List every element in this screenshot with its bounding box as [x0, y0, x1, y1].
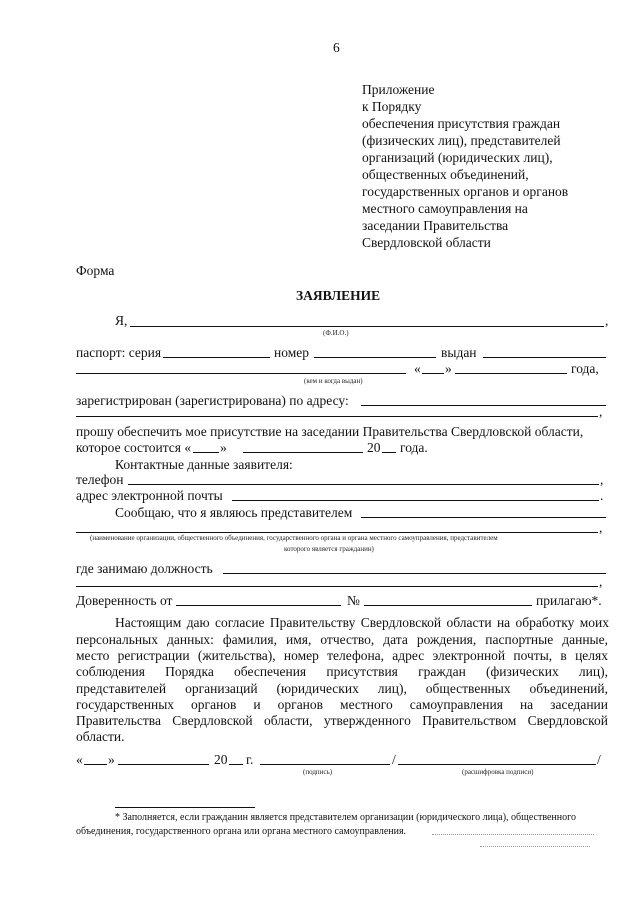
signature-slash: /: [392, 752, 396, 767]
signature-date-close-quote: »: [108, 752, 115, 767]
issue-date-open-quote: «: [414, 361, 421, 376]
consent-line: персональных данных: фамилия, имя, отчество, дата рождения, паспортные данные,: [76, 632, 608, 647]
page-number: 6: [333, 40, 340, 55]
issue-date-close-quote: »: [445, 361, 452, 376]
organization-field-2[interactable]: [76, 532, 598, 533]
signature-decode-field[interactable]: [398, 764, 596, 765]
meeting-year-suffix: года.: [400, 440, 428, 455]
meeting-date-prefix: которое состоится «: [76, 440, 192, 455]
faint-stamp-mark: [432, 834, 594, 835]
proxy-label: Доверенность от: [76, 593, 173, 608]
number-sign: №: [347, 593, 360, 608]
organization-hint-1: (наименование организации, общественного объединения, государственного органа и органа местного самоуправления, представителем: [90, 534, 498, 542]
phone-label: телефон: [76, 472, 124, 487]
signature-slash-end: /: [597, 752, 601, 767]
passport-number-label: номер: [274, 345, 310, 360]
appendix-line: организаций (юридических лиц),: [362, 150, 553, 165]
address-field[interactable]: [361, 405, 606, 406]
signature-year-suffix: г.: [246, 752, 254, 767]
position-label: где занимаю должность: [76, 561, 213, 576]
appendix-line: Приложение: [362, 82, 435, 97]
appendix-line: государственных органов и органов: [362, 184, 569, 199]
appendix-line: (физических лиц), представителей: [362, 133, 561, 148]
meeting-month-field[interactable]: [243, 452, 363, 453]
consent-line: Настоящим даю согласие Правительству Свердловской области на обработку моих: [115, 615, 609, 630]
issued-by-field-2[interactable]: [76, 373, 406, 374]
proxy-number-field[interactable]: [364, 605, 532, 606]
consent-line: соблюдения Порядка обеспечения присутствия граждан (физических лиц),: [76, 664, 608, 679]
appendix-line: обеспечения присутствия граждан: [362, 116, 561, 131]
footnote-line-2: объединения, государственного органа или органа местного самоуправления.: [76, 826, 407, 837]
signature-decode-hint: (расшифровка подписи): [462, 768, 534, 776]
email-field[interactable]: [232, 500, 599, 501]
issue-day-field[interactable]: [422, 373, 444, 374]
issue-month-field[interactable]: [455, 373, 567, 374]
signature-date-open-quote: «: [76, 752, 83, 767]
proxy-date-field[interactable]: [176, 605, 341, 606]
footnote-separator: [115, 807, 255, 808]
address-field-2[interactable]: [76, 416, 598, 417]
issued-label: выдан: [441, 345, 477, 360]
registered-label: зарегистрирован (зарегистрирована) по адресу:: [76, 393, 349, 408]
issued-hint: (кем и когда выдан): [304, 377, 363, 385]
request-text: прошу обеспечить мое присутствие на заседании Правительства Свердловской области,: [76, 424, 584, 439]
appendix-line: общественных объединений,: [362, 167, 529, 182]
contacts-heading: Контактные данные заявителя:: [115, 457, 293, 472]
signature-day-field[interactable]: [84, 764, 107, 765]
meeting-day-field[interactable]: [193, 452, 219, 453]
signature-year-field[interactable]: [229, 764, 243, 765]
consent-line: представителей организаций (юридических лиц), общественных объединений,: [76, 681, 608, 696]
appendix-line: Свердловской области: [362, 235, 491, 250]
consent-line: области.: [76, 729, 125, 744]
document-title: ЗАЯВЛЕНИЕ: [296, 288, 381, 303]
appendix-line: местного самоуправления на: [362, 201, 528, 216]
signature-hint: (подпись): [303, 768, 333, 776]
passport-series-label: паспорт: серия: [76, 345, 162, 360]
consent-line: государственных органов и органов местного самоуправления на заседании: [76, 697, 608, 712]
fio-hint: (Ф.И.О.): [323, 329, 349, 337]
meeting-close-quote: »: [220, 440, 227, 455]
position-field-2[interactable]: [76, 586, 598, 587]
fio-field[interactable]: [130, 326, 604, 327]
organization-hint-2: которого является гражданин): [284, 545, 374, 553]
consent-line: Правительства Свердловской области, утвержденного Правительством Свердловской: [76, 713, 608, 728]
organization-field[interactable]: [361, 517, 606, 518]
consent-line: место регистрации (жительства), номер телефона, адрес электронной почты, в целях: [76, 648, 608, 663]
form-label: Форма: [76, 263, 115, 278]
phone-field[interactable]: [128, 484, 599, 485]
representative-label: Сообщаю, что я являюсь представителем: [115, 505, 353, 520]
ya-label: Я,: [115, 313, 128, 328]
year-label: года,: [571, 361, 599, 376]
signature-field[interactable]: [260, 764, 390, 765]
signature-year-prefix: 20: [214, 752, 228, 767]
appendix-line: заседании Правительства: [362, 218, 509, 233]
email-label: адрес электронной почты: [76, 488, 223, 503]
footnote-line-1: * Заполняется, если гражданин является представителем организации (юридического лица), общественного: [115, 812, 576, 823]
passport-series-field[interactable]: [163, 357, 270, 358]
meeting-year-field[interactable]: [382, 452, 396, 453]
issued-by-field[interactable]: [483, 357, 606, 358]
faint-stamp-mark: [480, 846, 590, 847]
passport-number-field[interactable]: [314, 357, 436, 358]
appendix-line: к Порядку: [362, 99, 422, 114]
position-field[interactable]: [223, 573, 606, 574]
attached-label: прилагаю*.: [536, 593, 602, 608]
signature-month-field[interactable]: [118, 764, 209, 765]
meeting-year-prefix: 20: [367, 440, 381, 455]
